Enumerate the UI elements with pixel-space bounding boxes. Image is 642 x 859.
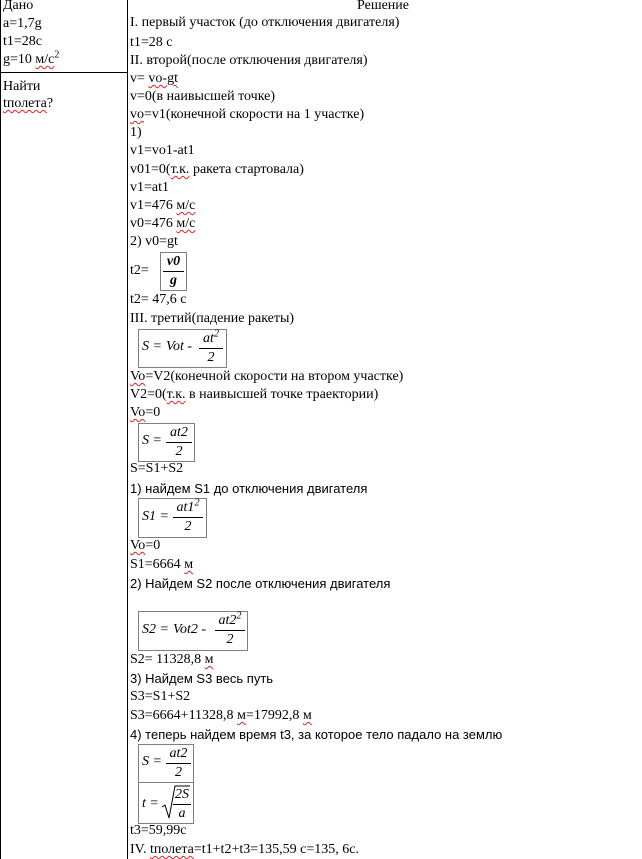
section3-title: III. третий(падение ракеты)	[130, 311, 295, 326]
s2-value-prefix: S2= 11328,8	[130, 652, 205, 667]
vo-wavy: vo	[130, 107, 144, 122]
formula4-fraction	[215, 610, 245, 648]
formula2-bar	[166, 442, 192, 443]
s3-value-b: =17992,8	[245, 708, 303, 723]
formula2-lhs: S =	[142, 433, 162, 448]
formula-s-at2	[138, 423, 195, 462]
formula4-mid: Vot2 -	[173, 622, 207, 637]
formula3-fraction	[173, 497, 203, 535]
s4-rest: =t1+t2+t3=135,59 c=135, 6c.	[193, 842, 359, 857]
s4-prefix: IV.	[130, 842, 150, 857]
formula1-bar	[199, 348, 223, 349]
section3-s2-value	[130, 651, 214, 669]
formula1-num-exp: 2	[213, 328, 219, 340]
s3-vo-rest: =V2(конечной скорости на втором участке)	[145, 369, 404, 384]
formula1-numerator	[199, 328, 223, 347]
formula-s-vot	[138, 329, 227, 368]
vo-rest: =v1(конечной скорости на 1 участке)	[144, 107, 365, 122]
given-t1: t1=28c	[3, 34, 42, 49]
formula5-denominator: 2	[175, 765, 182, 780]
section2-vo	[130, 106, 364, 124]
section2-v1-formula: v1=vo1-at1	[130, 143, 195, 158]
formula3-numerator	[173, 497, 203, 516]
s2-value-unit: м	[204, 652, 214, 667]
formula3-bar	[173, 517, 203, 518]
section2-step1: 1)	[130, 125, 142, 140]
section3-v2	[130, 386, 378, 404]
section4-total	[130, 841, 359, 859]
formula5-lhs: S =	[142, 754, 162, 769]
formula3-lhs: S1 =	[142, 509, 169, 524]
section2-v1-value	[130, 197, 195, 215]
given-g-prefix: g=10	[3, 52, 36, 67]
formula2-fraction	[166, 425, 192, 460]
section2-title: II. второй(после отключения двигателя)	[130, 53, 368, 68]
formula6-lhs: t =	[142, 796, 159, 811]
find-subject-text: tполета	[3, 96, 47, 111]
s3-value-unit-a: м	[237, 708, 246, 723]
v0-value-unit: м/с	[176, 216, 196, 231]
formula1-num-base: at	[203, 331, 214, 346]
solution-header: Решение	[357, 0, 410, 13]
formula1-mid: Vot -	[166, 339, 193, 354]
section3-vo	[130, 368, 403, 386]
formula4-num-base: at2	[218, 613, 237, 628]
section1-title: I. первый участок (до отключения двигателя)	[130, 15, 400, 30]
find-title: Найти	[3, 79, 41, 94]
s3-v2-rest: в наивысшей точке траектории)	[185, 387, 379, 402]
s3-value-unit-b: м	[302, 708, 312, 723]
given-g-exp: 2	[54, 49, 60, 61]
formula5-bar	[166, 763, 191, 764]
formula-s-at2-b	[138, 744, 194, 783]
s3-value-a: S3=6664+11328,8	[130, 708, 238, 723]
formula-s1	[138, 498, 207, 538]
v01-rest: ракета стартовала)	[189, 162, 304, 177]
given-g	[3, 51, 59, 69]
s3-v2-prefix: V2=0(	[130, 387, 167, 402]
section3-s1-value	[130, 556, 193, 574]
formula4-numerator	[215, 610, 245, 629]
section2-v01	[130, 161, 304, 179]
v01-prefix: v01=0(	[130, 162, 171, 177]
section2-v-formula	[130, 70, 178, 88]
section3-vo-zero	[130, 404, 160, 422]
v01-wavy: т.к.	[170, 162, 190, 177]
section1-t1: t1=28 с	[130, 35, 173, 50]
v-formula-wavy: vo-gt	[148, 71, 178, 86]
section2-t2-label: t2=	[130, 263, 149, 278]
formula3-num-exp: 2	[194, 497, 200, 509]
formula-t2-bar	[163, 271, 184, 272]
formula-s2	[138, 611, 248, 651]
formula2-numerator: at2	[170, 425, 188, 440]
given-g-unit: м/c	[35, 52, 55, 67]
formula2-denominator: 2	[175, 444, 183, 459]
s1-value-prefix: S1=6664	[130, 557, 185, 572]
formula6-numerator: 2S	[175, 787, 189, 802]
formula1-fraction	[199, 328, 223, 366]
formula-t2	[160, 252, 187, 291]
formula5-fraction	[166, 746, 191, 781]
section3-find-s1: 1) найдем S1 до отключения двигателя	[130, 481, 368, 496]
table-column-divider	[127, 0, 128, 859]
v1-value-unit: м/с	[176, 198, 196, 213]
table-left-border	[0, 0, 1, 859]
find-question-mark: ?	[46, 96, 54, 111]
v1-value-prefix: v1=476	[130, 198, 177, 213]
section3-s3-value	[130, 707, 312, 725]
section2-v1-at1: v1=at1	[130, 180, 169, 195]
formula3-num-base: at1	[176, 500, 195, 515]
s3-vo0-wavy: Vo	[130, 405, 146, 420]
section2-v-zero: v=0(в наивысшей точке)	[130, 89, 276, 104]
formula-t2-denominator: g	[170, 273, 177, 288]
s3-v2-wavy: т.к.	[166, 387, 186, 402]
s3-vo0b-rest: =0	[145, 538, 161, 553]
section3-s3-sum: S3=S1+S2	[130, 689, 191, 704]
formula4-denominator: 2	[226, 632, 234, 647]
formula-t2-numerator: v0	[166, 254, 181, 269]
formula3-denominator: 2	[184, 519, 192, 534]
formula4-lhs: S2 =	[142, 622, 169, 637]
s3-vo-wavy: Vo	[130, 369, 146, 384]
s3-vo0b-wavy: Vo	[130, 538, 146, 553]
formula6-fraction	[173, 787, 191, 822]
section3-vo-zero-b	[130, 537, 160, 555]
s1-value-unit: м	[184, 557, 194, 572]
section3-find-t3: 4) теперь найдем время t3, за которое тело падало на землю	[130, 727, 503, 742]
section2-v0-value	[130, 215, 195, 233]
section3-find-s2: 2) Найдем S2 после отключения двигателя	[130, 576, 391, 591]
section2-step2: 2) v0=gt	[130, 234, 178, 249]
formula-t2-fraction	[163, 254, 184, 289]
formula1-lhs: S =	[142, 339, 162, 354]
formula4-bar	[215, 630, 245, 631]
section3-find-s3: 3) Найдем S3 весь путь	[130, 671, 274, 686]
v0-value-prefix: v0=476	[130, 216, 177, 231]
given-title: Дано	[3, 0, 34, 13]
section3-ssum: S=S1+S2	[130, 461, 184, 476]
s3-vo0-rest: =0	[145, 405, 161, 420]
formula6-denominator: a	[178, 806, 186, 821]
formula5-numerator: at2	[169, 746, 188, 761]
given-a: a=1,7g	[3, 16, 42, 31]
section2-t2-result: t2= 47,6 с	[130, 292, 187, 307]
formula-t-sqrt	[138, 782, 194, 824]
given-find-divider	[0, 72, 127, 73]
formula6-bar	[173, 804, 191, 805]
section3-t3-result: t3=59,99c	[130, 823, 187, 838]
formula1-denominator: 2	[207, 350, 215, 365]
s4-wavy: tполета	[149, 842, 194, 857]
formula4-num-exp: 2	[236, 610, 242, 622]
v-prefix: v=	[130, 71, 149, 86]
find-subject	[3, 95, 53, 113]
